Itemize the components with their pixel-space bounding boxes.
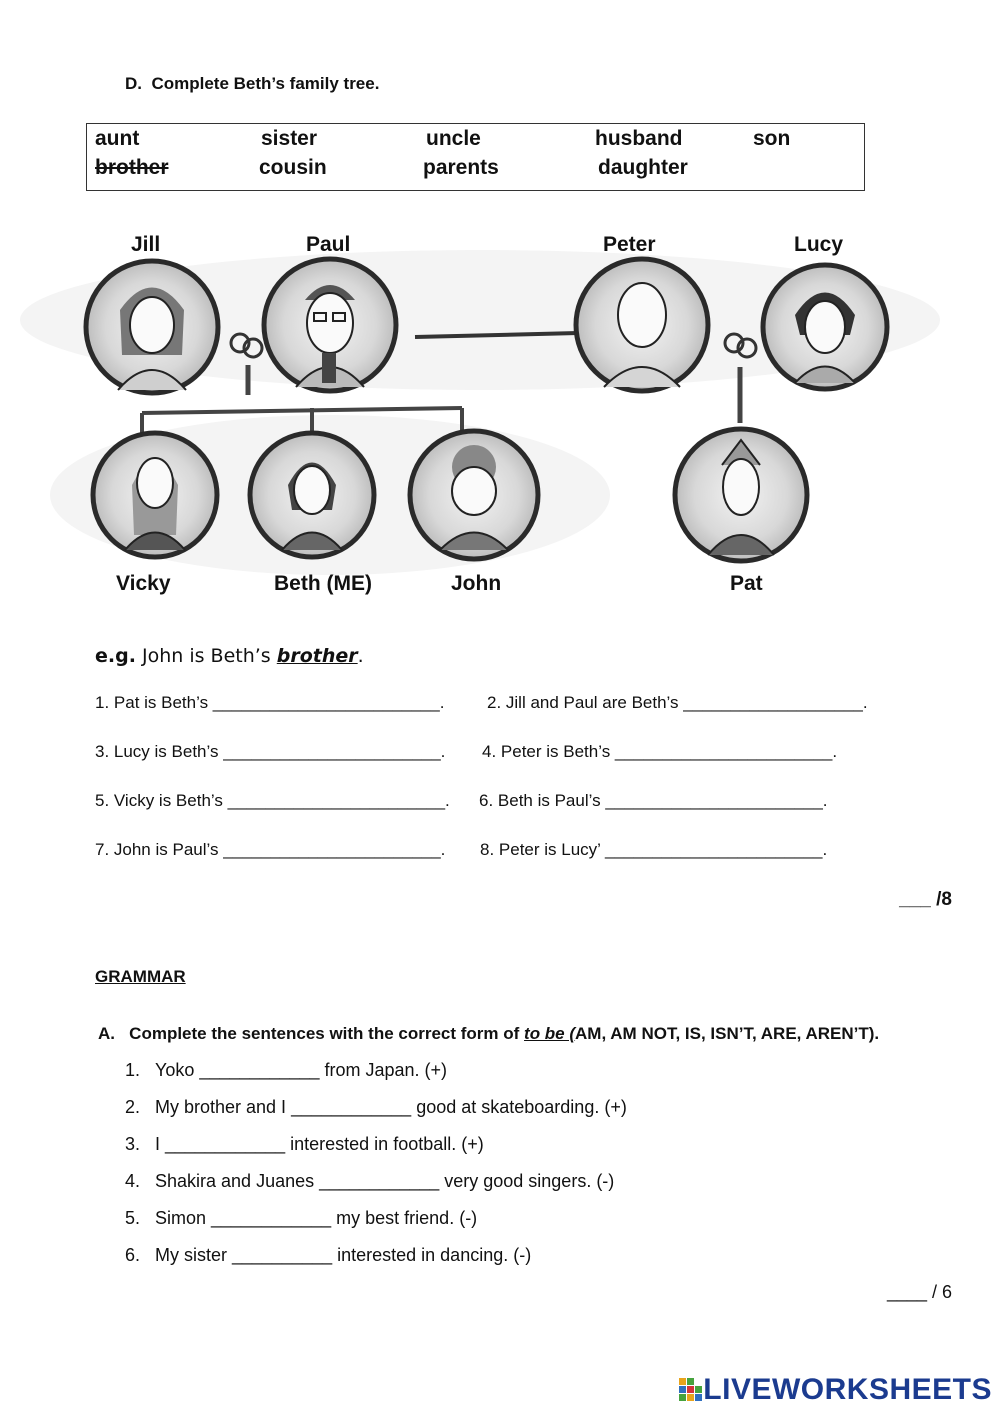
grammar-a-label: A. bbox=[98, 1024, 115, 1043]
question-6[interactable]: 6. Beth is Paul’s _______________________. bbox=[479, 791, 828, 810]
grammar-item-text: I ____________ interested in football. (+) bbox=[155, 1134, 484, 1154]
question-2[interactable]: 2. Jill and Paul are Beth’s ___________________. bbox=[487, 693, 868, 712]
grammar-item-number: 1. bbox=[125, 1060, 141, 1080]
word-bank-item-crossed: brother bbox=[95, 156, 169, 179]
grammar-item-5[interactable] bbox=[125, 1208, 477, 1229]
question-3[interactable]: 3. Lucy is Beth’s _______________________. bbox=[95, 742, 446, 761]
name-beth: Beth (ME) bbox=[274, 572, 372, 595]
word-bank-item: son bbox=[753, 127, 791, 150]
portrait-jill bbox=[86, 261, 218, 393]
grammar-item-number: 6. bbox=[125, 1245, 141, 1265]
grammar-item-number: 2. bbox=[125, 1097, 141, 1117]
section-d-title: D. Complete Beth’s family tree. bbox=[125, 74, 380, 93]
grammar-title: GRAMMAR bbox=[95, 967, 186, 986]
portrait-vicky bbox=[93, 433, 217, 557]
grammar-item-4[interactable] bbox=[125, 1171, 614, 1192]
grammar-item-3[interactable] bbox=[125, 1134, 484, 1155]
name-john: John bbox=[451, 572, 502, 595]
word-bank-item: sister bbox=[261, 127, 318, 150]
name-vicky: Vicky bbox=[116, 572, 171, 595]
section-d-score: ___ /8 bbox=[899, 889, 952, 910]
grammar-item-number: 4. bbox=[125, 1171, 141, 1191]
example-sentence bbox=[95, 645, 364, 667]
example-suffix: . bbox=[357, 645, 364, 667]
question-8[interactable]: 8. Peter is Lucy’ _______________________. bbox=[480, 840, 828, 859]
example-prefix: e.g. bbox=[95, 645, 136, 667]
word-bank-item: aunt bbox=[95, 127, 140, 150]
question-4[interactable]: 4. Peter is Beth’s _______________________. bbox=[482, 742, 838, 761]
question-1[interactable]: 1. Pat is Beth’s ________________________. bbox=[95, 693, 445, 712]
family-tree-illustration bbox=[0, 215, 1000, 615]
grammar-score: ____ / 6 bbox=[886, 1282, 952, 1302]
word-bank-item: daughter bbox=[598, 156, 688, 179]
grammar-item-text: My sister __________ interested in dancing. (-) bbox=[155, 1245, 532, 1265]
name-pat: Pat bbox=[730, 572, 763, 595]
grammar-a-instruction-start: Complete the sentences with the correct form of bbox=[129, 1024, 525, 1043]
grammar-item-number: 3. bbox=[125, 1134, 141, 1154]
word-bank-item: parents bbox=[423, 156, 499, 179]
logo-text: LIVEWORKSHEETS bbox=[703, 1373, 992, 1406]
grammar-item-text: Simon ____________ my best friend. (-) bbox=[155, 1208, 478, 1228]
portrait-peter bbox=[576, 259, 708, 391]
example-answer: brother bbox=[276, 645, 358, 667]
portrait-john bbox=[410, 431, 538, 559]
word-bank-item: husband bbox=[595, 127, 683, 150]
liveworksheets-logo-icon bbox=[679, 1378, 703, 1402]
question-5[interactable]: 5. Vicky is Beth’s _______________________. bbox=[95, 791, 450, 810]
grammar-item-text: Yoko ____________ from Japan. (+) bbox=[155, 1060, 448, 1080]
grammar-a-instruction-emph: to be ( bbox=[524, 1024, 576, 1043]
grammar-item-text: My brother and I ____________ good at skateboarding. (+) bbox=[155, 1097, 627, 1117]
grammar-a-instruction bbox=[98, 1024, 879, 1044]
family-tree bbox=[0, 215, 1000, 615]
name-paul: Paul bbox=[306, 233, 351, 256]
connector-line bbox=[142, 408, 462, 413]
word-bank bbox=[86, 123, 865, 191]
word-bank-item: cousin bbox=[259, 156, 327, 179]
grammar-item-text: Shakira and Juanes ____________ very good singers. (-) bbox=[155, 1171, 615, 1191]
grammar-item-number: 5. bbox=[125, 1208, 141, 1228]
portrait-lucy bbox=[763, 265, 887, 389]
portrait-paul bbox=[264, 259, 396, 391]
portrait-pat bbox=[675, 429, 807, 561]
name-peter: Peter bbox=[603, 233, 656, 256]
example-text: John is Beth’s bbox=[141, 645, 271, 667]
name-lucy: Lucy bbox=[794, 233, 844, 256]
liveworksheets-logo[interactable] bbox=[679, 1373, 992, 1407]
question-7[interactable]: 7. John is Paul’s _______________________. bbox=[95, 840, 446, 859]
grammar-a-instruction-end: AM, AM NOT, IS, ISN’T, ARE, AREN’T). bbox=[575, 1024, 880, 1043]
grammar-item-6[interactable] bbox=[125, 1245, 531, 1266]
word-bank-item: uncle bbox=[426, 127, 481, 150]
name-jill: Jill bbox=[131, 233, 161, 256]
grammar-item-1[interactable] bbox=[125, 1060, 447, 1081]
grammar-item-2[interactable] bbox=[125, 1097, 627, 1118]
portrait-beth bbox=[250, 433, 374, 557]
